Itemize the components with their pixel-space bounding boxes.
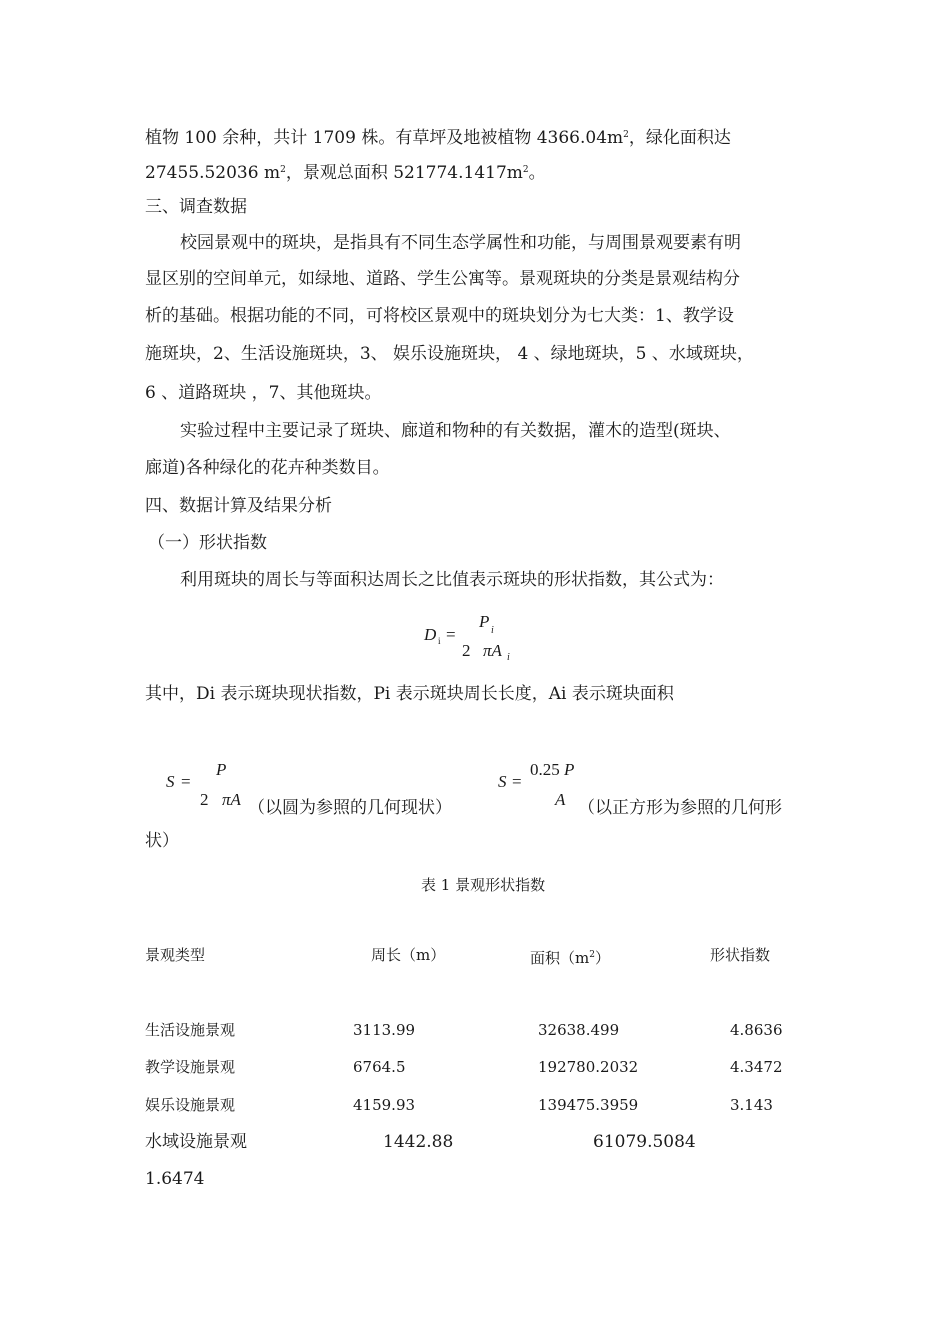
paragraph-line: 施斑块，2、生活设施斑块，3、 娱乐设施斑块， 4 、绿地斑块，5 、水域斑块， [145,344,754,364]
formula-numerator: P [479,612,490,631]
formula-denominator: πA [222,790,241,809]
text-span: ） [594,949,610,967]
formula-denominator: A [555,790,566,809]
table-cell: 32638.499 [538,1021,620,1039]
table-cell: 139475.3959 [538,1096,639,1114]
formula-denominator: πA [483,641,502,660]
formula-note: （以正方形为参照的几何形 [578,798,782,818]
table-cell: 1.6474 [145,1169,205,1189]
paragraph-line: 析的基础。根据功能的不同，可将校区景观中的斑块划分为七大类：1、教学设 [145,306,734,326]
formula-numerator-coefficient: 0.25 [530,760,560,779]
text-span: ，景观总面积 521774.1417m [285,163,523,183]
paragraph-line: 状） [145,831,179,851]
paragraph-line: 廊道)各种绿化的花卉种类数目。 [145,458,390,478]
table-cell: 6764.5 [353,1058,406,1076]
table-cell: 4159.93 [353,1096,416,1114]
text-span: 植物 100 余种，共计 1709 株。有草坪及地被植物 4366.04m [145,128,624,148]
paragraph-line [145,125,731,148]
formula-lhs: S [166,772,175,791]
paragraph-line [145,160,546,183]
formula-denominator-subscript: i [507,652,510,663]
table-cell: 教学设施景观 [145,1058,236,1076]
formula-numerator-subscript: i [491,625,494,636]
formula-equals: = [512,772,522,791]
paragraph-line: 6 、道路斑块 ，7、其他斑块。 [145,383,382,403]
table-caption: 表 1 景观形状指数 [421,876,546,894]
section-heading: 三、调查数据 [145,197,247,217]
paragraph-line: 其中，Di 表示斑块现状指数，Pi 表示斑块周长长度，Ai 表示斑块面积 [145,684,674,704]
formula-note: （以圆为参照的几何现状） [248,798,452,818]
text-span: 。 [528,163,546,183]
table-cell: 4.8636 [730,1021,783,1039]
paragraph-line: 显区别的空间单元，如绿地、道路、学生公寓等。景观斑块的分类是景观结构分 [145,269,740,289]
superscript: 2 [623,130,629,140]
table-header-perimeter: 周长（m） [371,946,446,964]
table-cell: 1442.88 [383,1132,454,1152]
text-span: ，绿化面积达 [628,128,731,148]
table-cell: 娱乐设施景观 [145,1096,236,1114]
table-header-type: 景观类型 [145,946,206,964]
table-cell: 61079.5084 [593,1132,696,1152]
superscript: 2 [589,950,595,960]
paragraph-line: 利用斑块的周长与等面积达周长之比值表示斑块的形状指数，其公式为： [180,570,724,590]
formula-numerator: P [564,760,575,779]
formula-equals: = [181,772,191,791]
table-header-shape-index: 形状指数 [710,946,771,964]
superscript: 2 [280,165,286,175]
table-cell: 3113.99 [353,1021,416,1039]
text-span: 面积（m [530,949,590,967]
formula-lhs: S [498,772,507,791]
formula-lhs: D [424,625,437,644]
paragraph-line: 校园景观中的斑块，是指具有不同生态学属性和功能，与周围景观要素有明 [180,233,741,253]
text-span: 27455.52036 m [145,163,281,183]
formula-denominator-coefficient: 2 [462,641,471,660]
section-heading: 四、数据计算及结果分析 [145,496,332,516]
table-cell: 3.143 [730,1096,773,1114]
formula-lhs-subscript: i [438,636,441,646]
superscript: 2 [522,165,529,175]
table-cell: 192780.2032 [538,1058,639,1076]
formula-equals: = [446,625,456,644]
table-cell: 水域设施景观 [145,1132,247,1152]
formula-numerator: P [216,760,227,779]
table-cell: 生活设施景观 [145,1021,236,1039]
subsection-heading: （一）形状指数 [148,533,267,553]
formula-denominator-coefficient: 2 [200,790,209,809]
table-cell: 4.3472 [730,1058,783,1076]
paragraph-line: 实验过程中主要记录了斑块、廊道和物种的有关数据，灌木的造型(斑块、 [180,421,731,441]
table-header-area [530,946,610,967]
